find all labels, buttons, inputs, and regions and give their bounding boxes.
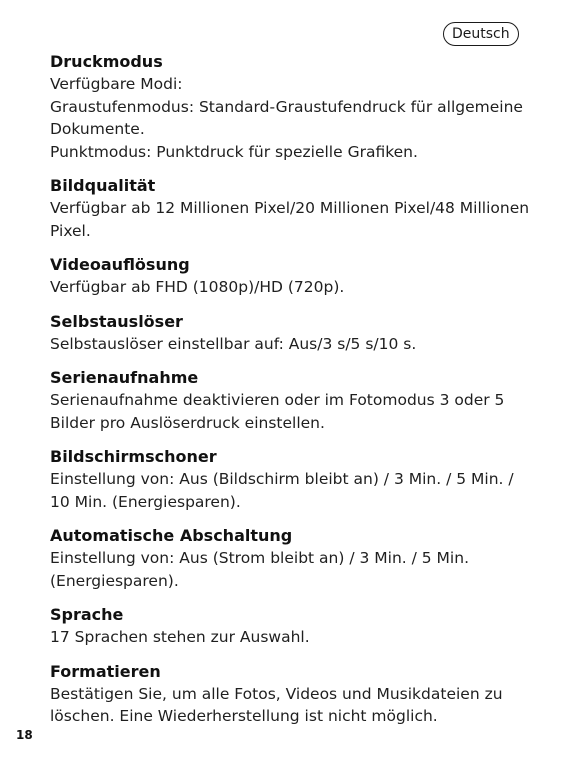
section-line: Verfügbar ab FHD (1080p)/HD (720p). xyxy=(50,278,345,296)
section-line: Pixel. xyxy=(50,221,91,240)
section-formatieren xyxy=(50,661,545,728)
section-heading: Druckmodus xyxy=(50,52,163,71)
language-badge: Deutsch xyxy=(443,22,519,46)
section-line: Verfügbare Modi: xyxy=(50,75,183,93)
section-line: Graustufenmodus: Standard-Graustufendruck für allgemeine xyxy=(50,97,523,116)
section-line: Selbstauslöser einstellbar auf: Aus/3 s/5 s/10 s. xyxy=(50,334,417,353)
section-heading: Formatieren xyxy=(50,661,161,681)
section-line: 10 Min. (Energiesparen). xyxy=(50,492,241,511)
page-number: 18 xyxy=(16,728,33,742)
section-line: Punktmodus: Punktdruck für spezielle Grafiken. xyxy=(50,142,418,161)
section-automatische-abschaltung xyxy=(50,525,545,592)
section-heading: Bildqualität xyxy=(50,176,156,195)
section-line: Serienaufnahme deaktivieren oder im Fotomodus 3 oder 5 xyxy=(50,391,505,409)
manual-content xyxy=(50,51,545,740)
section-sprache xyxy=(50,604,545,649)
section-heading: Videoauflösung xyxy=(50,255,190,274)
section-line: löschen. Eine Wiederherstellung ist nicht möglich. xyxy=(50,707,438,725)
section-heading: Selbstauslöser xyxy=(50,311,183,331)
section-line: Verfügbar ab 12 Millionen Pixel/20 Millionen Pixel/48 Millionen xyxy=(50,199,530,217)
section-selbstausloeser xyxy=(50,311,545,356)
section-line: (Energiesparen). xyxy=(50,571,179,590)
section-line: Dokumente. xyxy=(50,120,145,138)
section-heading: Sprache xyxy=(50,605,124,624)
section-heading: Bildschirmschoner xyxy=(50,447,217,466)
section-druckmodus xyxy=(50,51,545,163)
section-line: Einstellung von: Aus (Bildschirm bleibt an) / 3 Min. / 5 Min. / xyxy=(50,470,514,488)
section-heading: Serienaufnahme xyxy=(50,368,199,387)
section-line: Bestätigen Sie, um alle Fotos, Videos und Musikdateien zu xyxy=(50,684,503,703)
section-videoaufloesung xyxy=(50,254,545,299)
section-bildschirmschoner xyxy=(50,446,545,513)
section-line: 17 Sprachen stehen zur Auswahl. xyxy=(50,628,310,646)
section-heading: Automatische Abschaltung xyxy=(50,526,293,545)
section-line: Einstellung von: Aus (Strom bleibt an) / 3 Min. / 5 Min. xyxy=(50,549,469,567)
section-serienaufnahme xyxy=(50,367,545,434)
section-bildqualitaet xyxy=(50,175,545,242)
section-line: Bilder pro Auslöserdruck einstellen. xyxy=(50,413,325,432)
